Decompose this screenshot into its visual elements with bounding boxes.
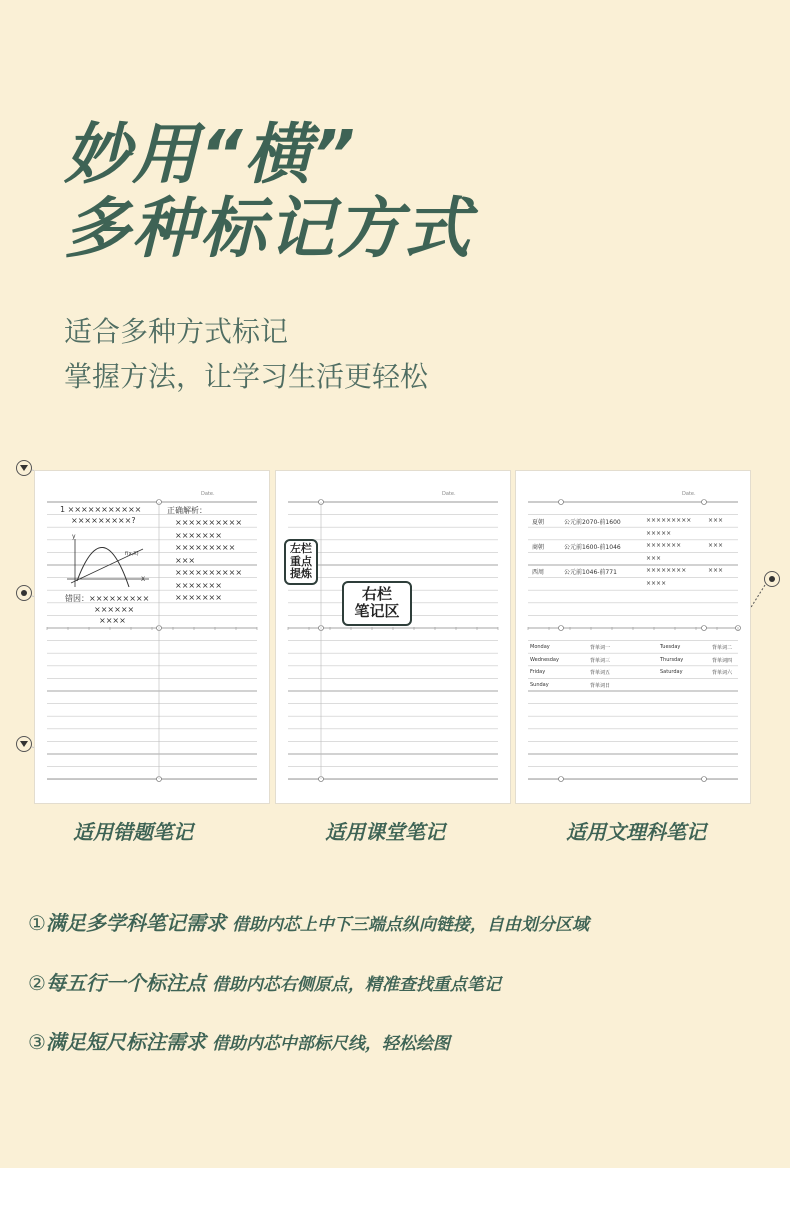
schedule-note2: 背单词六 — [712, 670, 733, 677]
feature-3-desc: 借助内芯中部标尺线，轻松绘图 — [211, 1034, 450, 1054]
headline-line1: 妙用“横” — [64, 116, 358, 193]
schedule-table — [530, 644, 744, 694]
date-label: Date. — [682, 491, 696, 497]
feature-2 — [28, 973, 501, 994]
schedule-note2: 背单词四 — [712, 657, 733, 664]
schedule-row — [530, 669, 744, 682]
marker-dot — [702, 500, 707, 505]
question-line1: 1 ××××××××××× — [60, 505, 142, 514]
schedule-note1: 背单词一 — [590, 645, 611, 651]
left-column-bubble — [284, 539, 318, 585]
caption-mistakes: 适用错题笔记 — [73, 820, 193, 844]
feature-2-desc: 借助内芯右侧原点，精准查找重点笔记 — [211, 975, 501, 995]
right-bubble-line2: 笔记区 — [354, 602, 400, 621]
marker-dot — [559, 500, 564, 505]
history-row — [532, 542, 744, 555]
feature-1-desc: 借助内芯上中下三端点纵向链接，自由划分区域 — [231, 915, 589, 935]
schedule-row — [530, 682, 744, 695]
marker-dot — [559, 777, 564, 782]
notebook-card-classroom — [275, 470, 511, 804]
history-era: 公元前1600-前1046 — [564, 544, 621, 552]
history-era: 公元前1046-前771 — [564, 569, 617, 577]
history-right: ××× — [708, 567, 724, 575]
marker-dot — [702, 777, 707, 782]
feature-3-number: ③ — [28, 1030, 46, 1054]
analysis-label: 正确解析： — [167, 506, 207, 515]
feature-3 — [28, 1032, 450, 1053]
error-lines — [89, 593, 149, 626]
history-mid: ××××××× — [646, 542, 682, 550]
history-mid: ××××××××× — [646, 517, 692, 524]
history-row — [532, 530, 744, 543]
history-row — [532, 555, 744, 568]
feature-1-number: ① — [28, 911, 46, 935]
schedule-day1: Sunday — [530, 681, 549, 688]
graph-point-label: f(x,X) — [125, 551, 139, 557]
date-label: Date. — [201, 491, 215, 497]
schedule-day2: Tuesday — [660, 644, 681, 650]
caption-subjects: 适用文理科笔记 — [566, 820, 706, 844]
feature-3-head: 满足短尺标注需求 — [45, 1030, 206, 1054]
schedule-day2: Saturday — [660, 669, 683, 676]
analysis-line: ××××××× — [175, 593, 222, 602]
history-row — [532, 517, 744, 530]
error-line: ×××× — [99, 616, 126, 625]
analysis-line: ×××××××××× — [175, 518, 243, 527]
left-bubble-line1: 左栏 — [290, 542, 312, 555]
schedule-note1: 背单词五 — [590, 670, 611, 677]
subtitle-line1: 适合多种方式标记 — [64, 315, 289, 348]
history-table — [532, 517, 744, 593]
marker-dot — [559, 626, 564, 631]
graph-axis-y: y — [72, 533, 76, 540]
left-bubble-line3: 提炼 — [290, 567, 312, 581]
schedule-row — [530, 644, 744, 657]
marker-dot — [702, 626, 707, 631]
schedule-note1: 背单词日 — [590, 682, 611, 689]
subtitle-line2: 掌握方法，让学习生活更轻松 — [64, 360, 429, 393]
history-mid: ×××× — [646, 579, 667, 587]
graph-axis-x: X — [141, 576, 146, 583]
question-line2: ×××××××××? — [71, 516, 136, 525]
history-right: ××× — [708, 542, 724, 550]
feature-1-head: 满足多学科笔记需求 — [45, 911, 226, 935]
schedule-note1: 背单词三 — [590, 657, 611, 664]
feature-2-head: 每五行一个标注点 — [45, 971, 206, 995]
history-row — [532, 580, 744, 593]
schedule-row — [530, 657, 744, 670]
schedule-day1: Wednesday — [530, 656, 559, 663]
schedule-day2: Thursday — [660, 656, 684, 663]
analysis-lines — [175, 517, 242, 605]
analysis-line: ××××××× — [175, 530, 222, 540]
schedule-day1: Monday — [530, 644, 550, 650]
analysis-line: ××× — [175, 555, 196, 565]
left-bubble-line2: 重点 — [290, 554, 312, 568]
feature-2-number: ② — [28, 971, 46, 995]
date-label: Date. — [442, 491, 456, 497]
right-bubble-line1: 右栏 — [361, 585, 392, 603]
error-line: ××××××××× — [89, 594, 150, 603]
error-line: ×××××× — [94, 605, 135, 614]
analysis-line: ××××××× — [175, 580, 222, 590]
history-mid: ××× — [646, 554, 662, 562]
history-mid: ××××× — [646, 529, 672, 537]
analysis-line: ×××××××××× — [175, 568, 243, 577]
history-mid: ×××××××× — [646, 567, 687, 575]
right-column-bubble — [342, 581, 412, 626]
notebook-card-subjects — [515, 470, 751, 804]
error-label: 错因： — [65, 594, 89, 603]
schedule-day1: Friday — [530, 669, 546, 676]
analysis-line: ××××××××× — [175, 543, 236, 552]
history-row — [532, 567, 744, 580]
caption-classroom: 适用课堂笔记 — [325, 820, 445, 844]
card2-ruled-lines — [276, 471, 510, 803]
history-era: 公元前2070-前1600 — [564, 519, 621, 526]
history-dynasty: 商朝 — [532, 544, 545, 552]
feature-1 — [28, 913, 589, 934]
headline-line2: 多种标记方式 — [64, 190, 472, 267]
notebook-card-mistakes — [34, 470, 270, 804]
history-right: ××× — [708, 517, 724, 524]
schedule-note2: 背单词二 — [712, 645, 733, 651]
history-dynasty: 西周 — [532, 569, 545, 577]
history-dynasty: 夏朝 — [532, 519, 545, 526]
